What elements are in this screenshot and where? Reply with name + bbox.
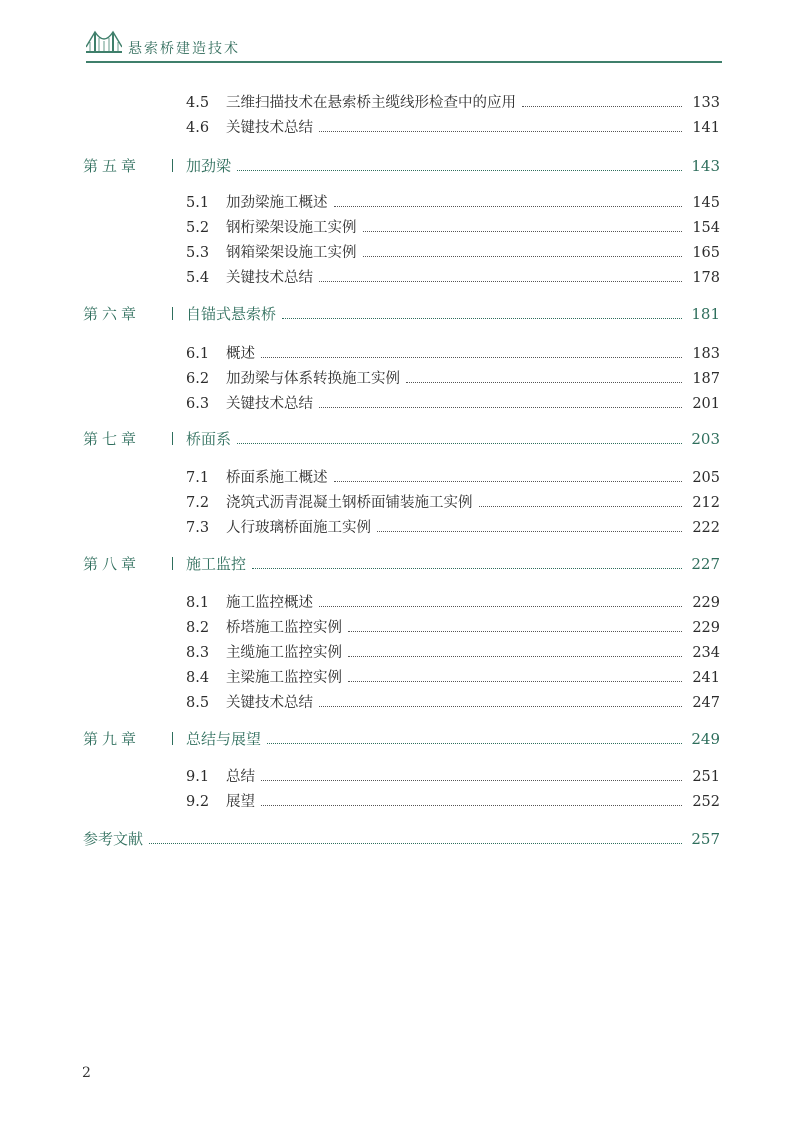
page-ref: 145 bbox=[692, 195, 720, 211]
book-title: 悬索桥建造技术 bbox=[128, 41, 240, 57]
section-number: 5.1 bbox=[186, 195, 210, 211]
toc-section-entry[interactable] bbox=[83, 367, 720, 388]
section-title: 桥塔施工监控实例 bbox=[226, 620, 342, 636]
leader-dots bbox=[319, 407, 682, 408]
toc-section-entry[interactable] bbox=[83, 516, 720, 537]
section-number: 5.3 bbox=[186, 245, 210, 261]
toc-section-entry[interactable] bbox=[83, 666, 720, 687]
leader-dots bbox=[522, 106, 682, 107]
section-number: 6.3 bbox=[186, 396, 210, 412]
page-ref: 212 bbox=[692, 495, 720, 511]
page-ref: 247 bbox=[692, 695, 720, 711]
page-ref: 187 bbox=[692, 371, 720, 387]
chapter-separator bbox=[172, 159, 173, 172]
page-ref: 181 bbox=[691, 305, 720, 323]
section-number: 4.6 bbox=[186, 120, 210, 136]
page-ref: 241 bbox=[692, 670, 720, 686]
leader-dots bbox=[334, 206, 683, 207]
leader-dots bbox=[237, 170, 682, 171]
page-ref: 252 bbox=[692, 794, 720, 810]
section-number: 8.2 bbox=[186, 620, 210, 636]
toc-section-entry[interactable] bbox=[83, 616, 720, 637]
section-title: 钢桁梁架设施工实例 bbox=[226, 220, 357, 236]
section-title: 关键技术总结 bbox=[226, 695, 313, 711]
section-number: 8.3 bbox=[186, 645, 210, 661]
section-title: 关键技术总结 bbox=[226, 396, 313, 412]
section-number: 4.5 bbox=[186, 95, 210, 111]
chapter-separator bbox=[172, 432, 173, 445]
section-title: 关键技术总结 bbox=[226, 270, 313, 286]
page-ref: 201 bbox=[692, 396, 720, 412]
section-title: 主梁施工监控实例 bbox=[226, 670, 342, 686]
section-number: 5.2 bbox=[186, 220, 210, 236]
section-title: 加劲梁与体系转换施工实例 bbox=[226, 371, 400, 387]
leader-dots bbox=[406, 382, 682, 383]
chapter-title: 桥面系 bbox=[186, 430, 232, 448]
chapter-label: 第六章 bbox=[83, 305, 141, 323]
page-ref: 165 bbox=[692, 245, 720, 261]
toc-section-entry[interactable] bbox=[83, 691, 720, 712]
section-number: 7.3 bbox=[186, 520, 210, 536]
toc-chapter-entry[interactable] bbox=[83, 553, 720, 574]
section-title: 施工监控概述 bbox=[226, 595, 313, 611]
toc-section-entry[interactable] bbox=[83, 790, 720, 811]
page-ref: 141 bbox=[692, 120, 720, 136]
page-ref: 229 bbox=[692, 620, 720, 636]
toc-chapter-entry[interactable] bbox=[83, 428, 720, 449]
chapter-separator bbox=[172, 732, 173, 745]
leader-dots bbox=[319, 706, 682, 707]
toc-section-entry[interactable] bbox=[83, 216, 720, 237]
toc-section-entry[interactable] bbox=[83, 765, 720, 786]
leader-dots bbox=[261, 780, 682, 781]
header-rule bbox=[86, 61, 722, 63]
section-title: 总结 bbox=[226, 769, 255, 785]
page-ref: 257 bbox=[691, 830, 720, 848]
leader-dots bbox=[261, 805, 682, 806]
chapter-title: 加劲梁 bbox=[186, 157, 232, 175]
toc-section-entry[interactable] bbox=[83, 116, 720, 137]
toc-section-entry[interactable] bbox=[83, 266, 720, 287]
page-ref: 229 bbox=[692, 595, 720, 611]
page-ref: 222 bbox=[692, 520, 720, 536]
section-title: 展望 bbox=[226, 794, 255, 810]
section-number: 7.2 bbox=[186, 495, 210, 511]
chapter-title: 自锚式悬索桥 bbox=[186, 305, 277, 323]
page-ref: 133 bbox=[692, 95, 720, 111]
leader-dots bbox=[319, 131, 682, 132]
chapter-label: 第九章 bbox=[83, 730, 141, 748]
toc-chapter-entry[interactable] bbox=[83, 728, 720, 749]
section-title: 关键技术总结 bbox=[226, 120, 313, 136]
toc-section-entry[interactable] bbox=[83, 91, 720, 112]
page-number: 2 bbox=[82, 1065, 91, 1081]
suspension-bridge-icon bbox=[86, 30, 122, 60]
toc-section-entry[interactable] bbox=[83, 591, 720, 612]
toc-section-entry[interactable] bbox=[83, 191, 720, 212]
leader-dots bbox=[282, 318, 682, 319]
leader-dots bbox=[363, 231, 683, 232]
section-title: 桥面系施工概述 bbox=[226, 470, 328, 486]
leader-dots bbox=[377, 531, 682, 532]
toc-section-entry[interactable] bbox=[83, 466, 720, 487]
leader-dots bbox=[261, 357, 682, 358]
chapter-separator bbox=[172, 557, 173, 570]
section-number: 6.1 bbox=[186, 346, 210, 362]
page-ref: 154 bbox=[692, 220, 720, 236]
chapter-label: 第七章 bbox=[83, 430, 141, 448]
leader-dots bbox=[149, 843, 682, 844]
section-number: 7.1 bbox=[186, 470, 210, 486]
section-number: 8.4 bbox=[186, 670, 210, 686]
toc-section-entry[interactable] bbox=[83, 392, 720, 413]
section-number: 6.2 bbox=[186, 371, 210, 387]
running-header bbox=[86, 30, 722, 64]
page-ref: 227 bbox=[691, 555, 720, 573]
toc-chapter-entry[interactable] bbox=[83, 303, 720, 324]
leader-dots bbox=[334, 481, 683, 482]
leader-dots bbox=[363, 256, 683, 257]
page-ref: 183 bbox=[692, 346, 720, 362]
page-ref: 251 bbox=[692, 769, 720, 785]
page-ref: 178 bbox=[692, 270, 720, 286]
page-ref: 203 bbox=[691, 430, 720, 448]
section-number: 8.1 bbox=[186, 595, 210, 611]
leader-dots bbox=[237, 443, 682, 444]
section-title: 概述 bbox=[226, 346, 255, 362]
references-title: 参考文献 bbox=[83, 830, 144, 848]
leader-dots bbox=[348, 681, 682, 682]
toc-references-entry[interactable] bbox=[83, 828, 720, 849]
toc-section-entry[interactable] bbox=[83, 641, 720, 662]
toc-section-entry[interactable] bbox=[83, 342, 720, 363]
leader-dots bbox=[319, 606, 682, 607]
page-ref: 249 bbox=[691, 730, 720, 748]
section-title: 三维扫描技术在悬索桥主缆线形检查中的应用 bbox=[226, 95, 516, 111]
chapter-label: 第八章 bbox=[83, 555, 141, 573]
page-ref: 205 bbox=[692, 470, 720, 486]
section-number: 9.2 bbox=[186, 794, 210, 810]
chapter-title: 施工监控 bbox=[186, 555, 247, 573]
toc-chapter-entry[interactable] bbox=[83, 155, 720, 176]
leader-dots bbox=[319, 281, 682, 282]
section-title: 加劲梁施工概述 bbox=[226, 195, 328, 211]
section-number: 9.1 bbox=[186, 769, 210, 785]
section-title: 人行玻璃桥面施工实例 bbox=[226, 520, 371, 536]
section-title: 浇筑式沥青混凝土钢桥面铺装施工实例 bbox=[226, 495, 473, 511]
leader-dots bbox=[348, 656, 682, 657]
section-number: 5.4 bbox=[186, 270, 210, 286]
toc-section-entry[interactable] bbox=[83, 491, 720, 512]
chapter-label: 第五章 bbox=[83, 157, 141, 175]
leader-dots bbox=[267, 743, 682, 744]
section-title: 钢箱梁架设施工实例 bbox=[226, 245, 357, 261]
page-ref: 234 bbox=[692, 645, 720, 661]
leader-dots bbox=[479, 506, 683, 507]
section-title: 主缆施工监控实例 bbox=[226, 645, 342, 661]
leader-dots bbox=[252, 568, 682, 569]
section-number: 8.5 bbox=[186, 695, 210, 711]
toc-section-entry[interactable] bbox=[83, 241, 720, 262]
page-ref: 143 bbox=[691, 157, 720, 175]
leader-dots bbox=[348, 631, 682, 632]
chapter-title: 总结与展望 bbox=[186, 730, 262, 748]
chapter-separator bbox=[172, 307, 173, 320]
